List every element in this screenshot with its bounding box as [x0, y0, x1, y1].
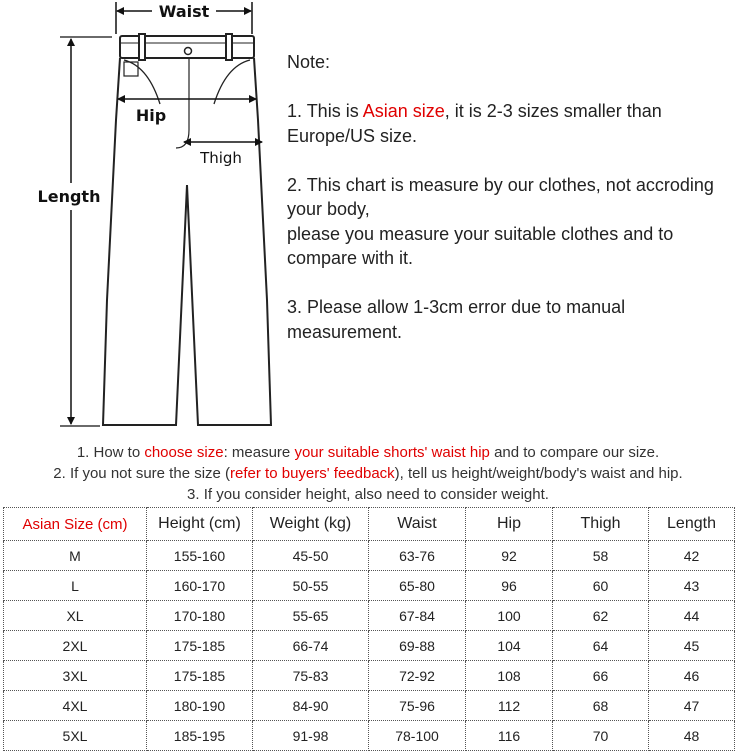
instr-2-pre: 2. If you not sure the size ( [53, 465, 231, 482]
table-row [4, 661, 735, 691]
cell-waist: 78-100 [369, 721, 466, 751]
table-row [4, 541, 735, 571]
table-row [4, 601, 735, 631]
instruction-1 [0, 442, 736, 463]
col-waist: Waist [369, 508, 466, 541]
cell-size: M [4, 541, 147, 571]
table-header-row [4, 508, 735, 541]
feedback-highlight: refer to buyers' feedback [230, 465, 395, 482]
note-1 [287, 99, 727, 148]
cell-thigh: 66 [553, 661, 649, 691]
cell-waist: 69-88 [369, 631, 466, 661]
instr-1-post: and to compare our size. [489, 444, 660, 461]
length-label: Length [37, 187, 101, 206]
cell-length: 48 [649, 721, 735, 751]
cell-height: 185-195 [147, 721, 253, 751]
table-row [4, 721, 735, 751]
cell-hip: 116 [466, 721, 553, 751]
cell-weight: 45-50 [253, 541, 369, 571]
col-hip: Hip [466, 508, 553, 541]
notes-block [287, 50, 727, 344]
note-1-tail: , it is 2-3 sizes smaller than Europe/US size. [287, 101, 662, 146]
cell-thigh: 68 [553, 691, 649, 721]
cell-waist: 72-92 [369, 661, 466, 691]
cell-height: 175-185 [147, 631, 253, 661]
instr-1-mid: : measure [223, 444, 295, 461]
waist-hip-highlight: your suitable shorts' waist hip [294, 444, 490, 461]
cell-thigh: 64 [553, 631, 649, 661]
cell-height: 155-160 [147, 541, 253, 571]
cell-size: 5XL [4, 721, 147, 751]
thigh-label: Thigh [200, 149, 242, 167]
cell-weight: 66-74 [253, 631, 369, 661]
cell-length: 43 [649, 571, 735, 601]
cell-length: 45 [649, 631, 735, 661]
hip-label: Hip [135, 106, 167, 125]
notes-heading: Note: [287, 52, 331, 72]
cell-height: 170-180 [147, 601, 253, 631]
instr-1-pre: 1. How to [76, 444, 145, 461]
cell-hip: 92 [466, 541, 553, 571]
cell-thigh: 62 [553, 601, 649, 631]
note-2: 2. This chart is measure by our clothes, not accroding your body, [287, 174, 714, 219]
col-weight: Weight (kg) [253, 508, 369, 541]
cell-length: 46 [649, 661, 735, 691]
instr-2-post: ), tell us height/weight/body's waist and hip. [394, 465, 683, 482]
col-asian-size: Asian Size (cm) [4, 508, 147, 541]
cell-hip: 100 [466, 601, 553, 631]
thigh-measure [184, 142, 262, 167]
cell-hip: 112 [466, 691, 553, 721]
cell-weight: 75-83 [253, 661, 369, 691]
cell-waist: 67-84 [369, 601, 466, 631]
instructions-block [0, 442, 736, 505]
length-measure [38, 37, 112, 426]
cell-weight: 55-65 [253, 601, 369, 631]
cell-waist: 63-76 [369, 541, 466, 571]
cell-hip: 96 [466, 571, 553, 601]
cell-weight: 91-98 [253, 721, 369, 751]
cell-size: L [4, 571, 147, 601]
asian-size-highlight: Asian size [362, 101, 445, 121]
size-table [3, 507, 735, 751]
col-height: Height (cm) [147, 508, 253, 541]
cell-size: XL [4, 601, 147, 631]
col-length: Length [649, 508, 735, 541]
pants-measurement-diagram [0, 0, 285, 440]
table-row [4, 691, 735, 721]
cell-thigh: 58 [553, 541, 649, 571]
cell-length: 44 [649, 601, 735, 631]
hip-measure [118, 99, 256, 125]
instruction-2 [0, 463, 736, 484]
note-1-text: 1. This is [287, 101, 363, 121]
note-3: 3. Please allow 1-3cm error due to manual measurement. [287, 297, 626, 342]
table-row [4, 571, 735, 601]
cell-weight: 84-90 [253, 691, 369, 721]
waist-label: Waist [158, 2, 210, 21]
instruction-3: 3. If you consider height, also need to consider weight. [187, 486, 549, 503]
cell-length: 42 [649, 541, 735, 571]
cell-size: 4XL [4, 691, 147, 721]
note-2-continued: please you measure your suitable clothes and to compare with it. [287, 223, 674, 268]
waist-measure [116, 2, 252, 34]
cell-height: 180-190 [147, 691, 253, 721]
cell-size: 3XL [4, 661, 147, 691]
cell-waist: 75-96 [369, 691, 466, 721]
pants-outline-icon [103, 34, 271, 425]
cell-thigh: 60 [553, 571, 649, 601]
cell-size: 2XL [4, 631, 147, 661]
cell-weight: 50-55 [253, 571, 369, 601]
cell-hip: 104 [466, 631, 553, 661]
cell-height: 175-185 [147, 661, 253, 691]
table-row [4, 631, 735, 661]
col-thigh: Thigh [553, 508, 649, 541]
cell-thigh: 70 [553, 721, 649, 751]
cell-hip: 108 [466, 661, 553, 691]
cell-height: 160-170 [147, 571, 253, 601]
cell-length: 47 [649, 691, 735, 721]
choose-size-highlight: choose size [144, 444, 224, 461]
cell-waist: 65-80 [369, 571, 466, 601]
